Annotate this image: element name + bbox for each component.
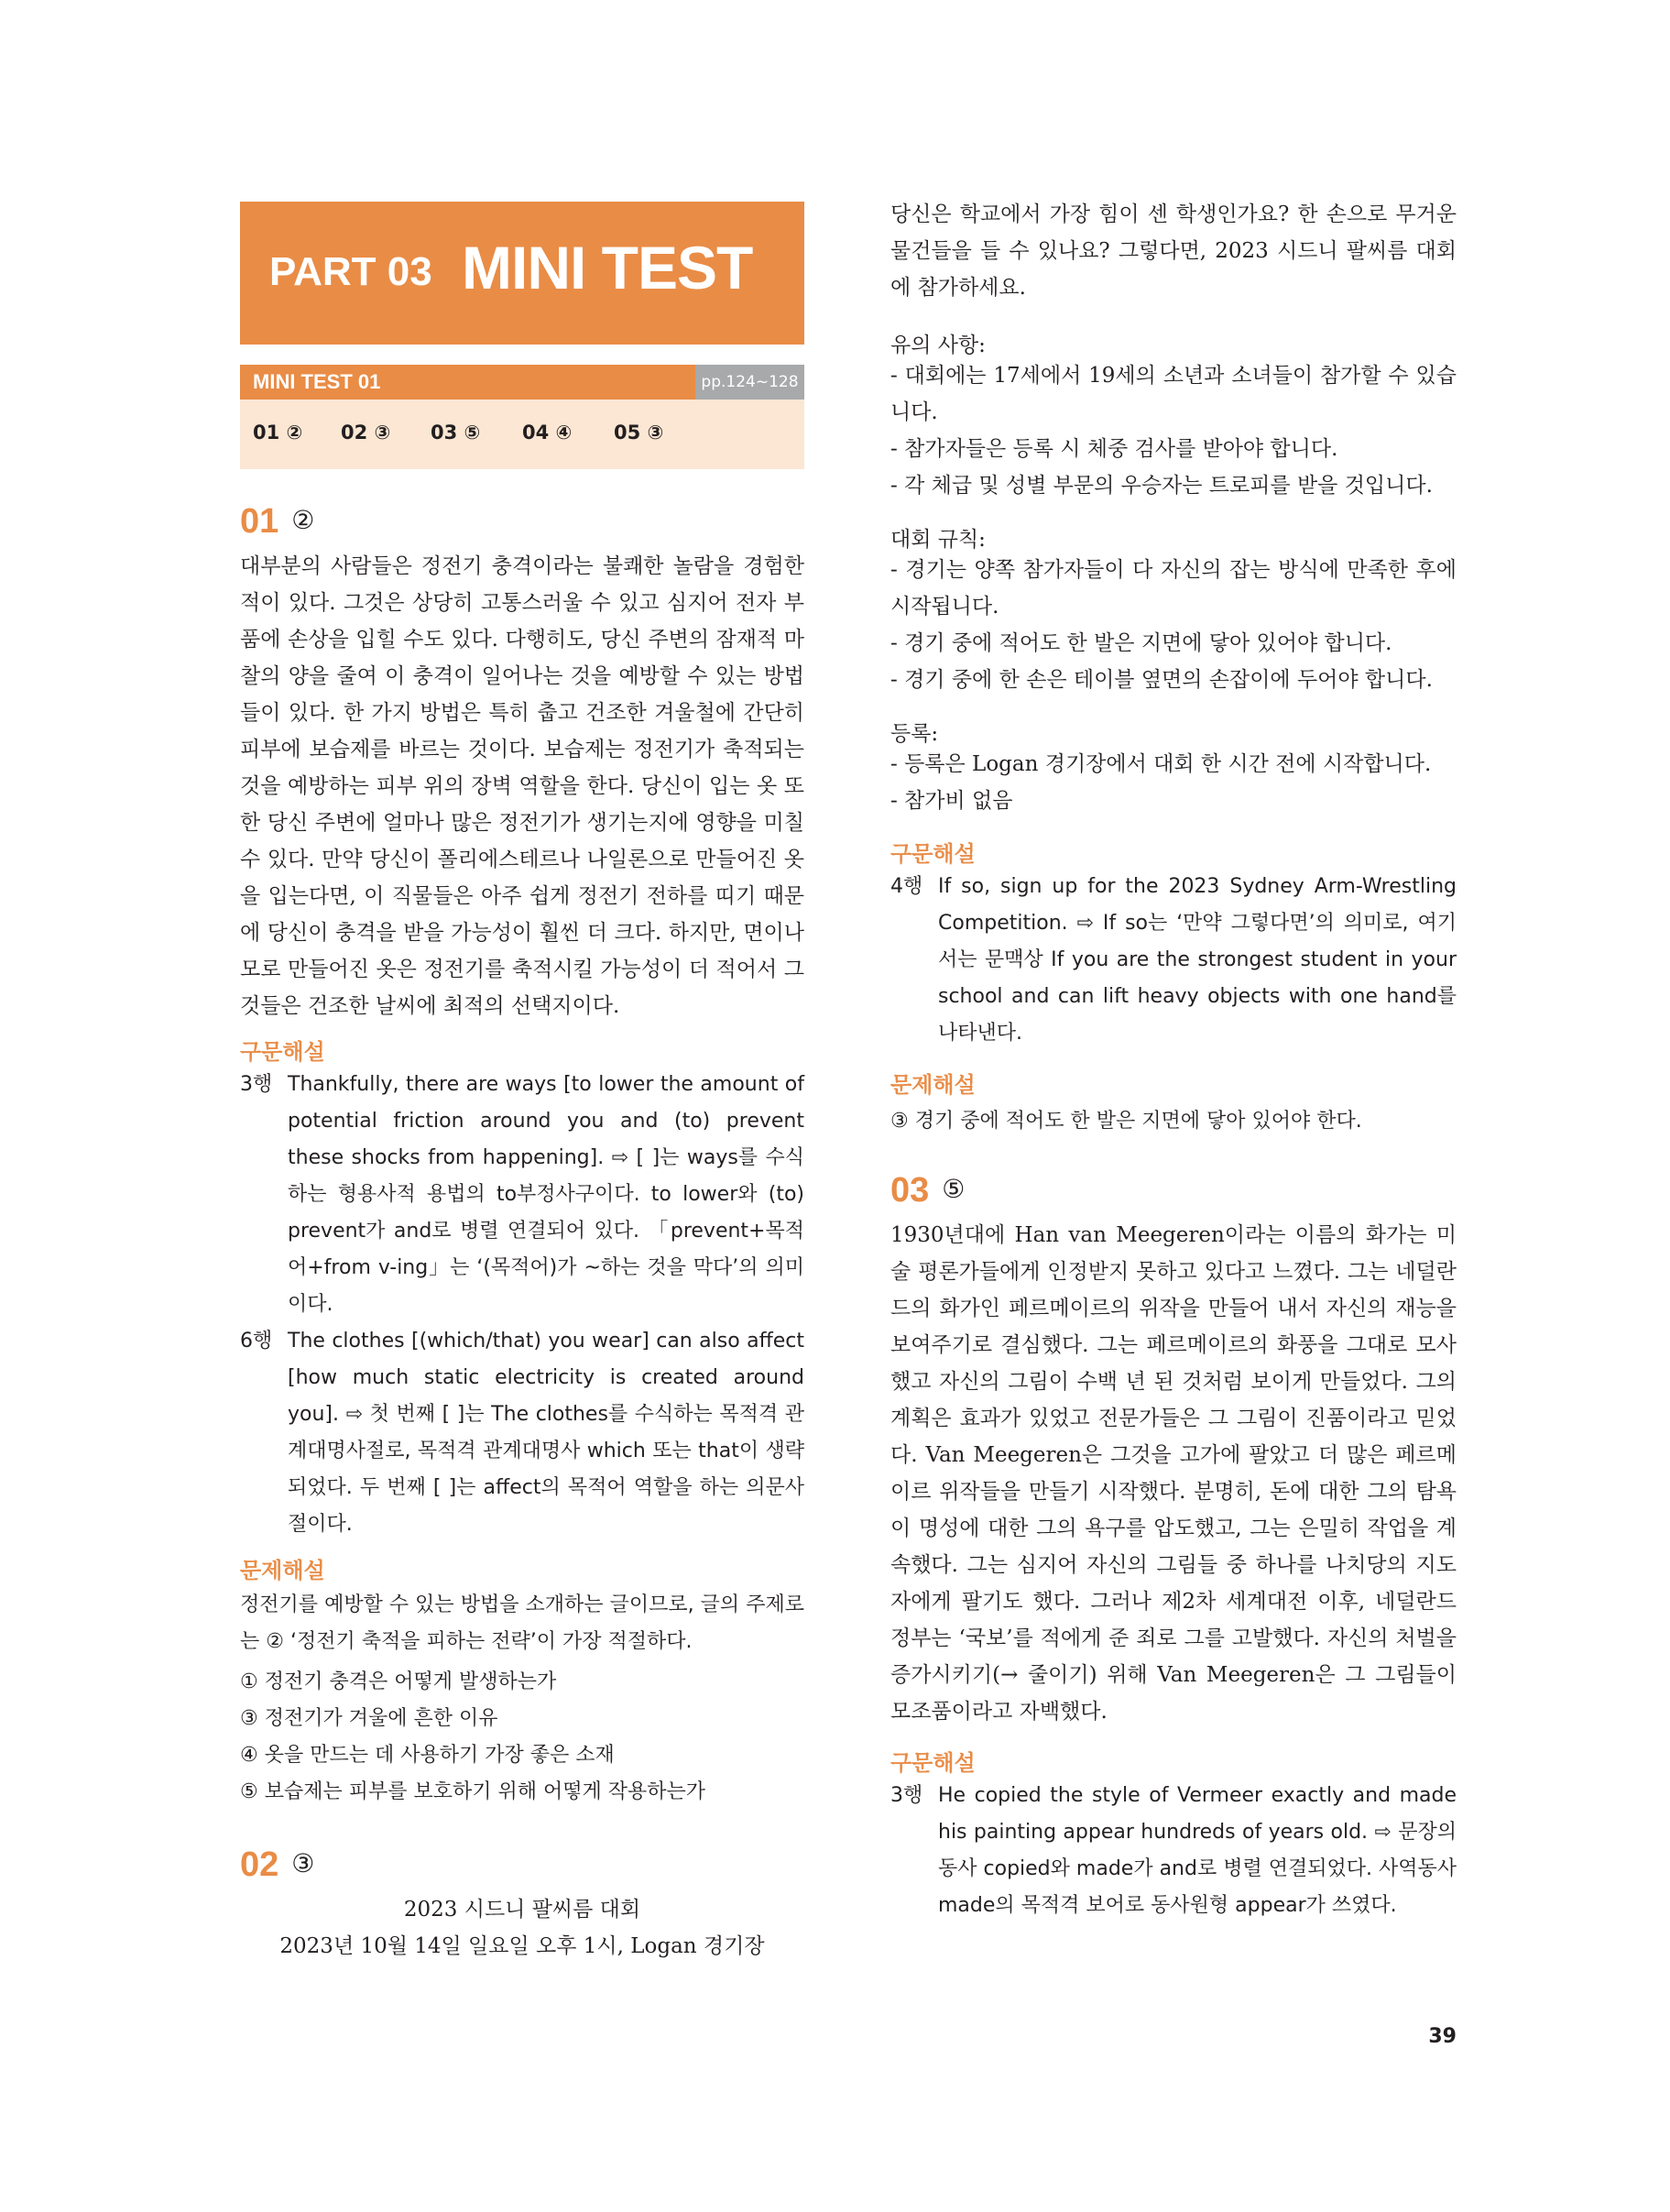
syntax-note [240,1323,804,1543]
minitest-label: MINI TEST 01 [240,365,695,400]
answer-key-item: 04 ④ [522,422,573,443]
line-ref: 3행 [240,1073,273,1096]
rules-item: - 경기 중에 적어도 한 발은 지면에 닿아 있어야 합니다. [890,631,1392,655]
syntax-text: If so, sign up for the 2023 Sydney Arm-Wrestling Competition. ⇨ If so는 ‘만약 그렇다면’의 의미로, 여기서는 문맥상 If you are the strongest student in your school and can lift heavy objects with one hand를 나타낸다. [938,875,1457,1045]
question-number: 03 [890,1171,930,1210]
answer-key-item: 01 ② [253,422,303,443]
minitest-bar [240,365,804,400]
event-intro: 당신은 학교에서 가장 힘이 센 학생인가요? 한 손으로 무거운 물건들을 들 수 있나요? 그렇다면, 2023 시드니 팔씨름 대회에 참가하세요. [890,203,1457,300]
option-item: ① 정전기 충격은 어떻게 발생하는가 [240,1670,557,1693]
rules-item: - 경기 중에 한 손은 테이블 옆면의 손잡이에 두어야 합니다. [890,668,1433,692]
notes-item: - 대회에는 17세에서 19세의 소년과 소녀들이 참가할 수 있습니다. [890,364,1457,424]
question-heading [240,1845,314,1885]
passage-translation: 1930년대에 Han van Meegeren이라는 이름의 화가는 미술 평론가들에게 인정받지 못하고 있다고 느꼈다. 그는 네덜란드의 화가인 페르메이르의 위작을 만들어 내서 자신의 재능을 보여주기로 결심했다. 그는 페르메이르의 화풍을 그대로 모사했고 자신의 그림이 수백 년 된 것처럼 보이게 만들었다. 그의 계획은 효과가 있었고 전문가들은 그 그림이 진품이라고 믿었다. Van Meegeren은 그것을 고가에 팔았고 더 많은 페르메이르 위작들을 만들기 시작했다. 분명히, 돈에 대한 그의 탐욕이 명성에 대한 그의 욕구를 압도했고, 그는 은밀히 작업을 계속했다. 그는 심지어 자신의 그림들 중 하나를 나치당의 지도자에게 팔기도 했다. 그러나 제2차 세계대전 이후, 네덜란드 정부는 ‘국보’를 적에게 준 죄로 그를 고발했다. 자신의 처벌을 증가시키기(→ 줄이기) 위해 Van Meegeren은 그 그림들이 모조품이라고 자백했다. [890,1223,1457,1724]
line-ref: 6행 [240,1330,273,1352]
answer-key-item: 05 ③ [614,422,664,443]
question-answer: ② [291,506,315,534]
question-number: 01 [240,502,279,541]
event-date: 2023년 10월 14일 일요일 오후 1시, Logan 경기장 [279,1934,765,1958]
problem-heading: 문제해설 [240,1558,325,1583]
line-ref: 4행 [890,875,923,898]
question-number: 02 [240,1845,279,1884]
line-ref: 3행 [890,1784,923,1807]
question-answer: ⑤ [942,1175,966,1203]
passage-translation: 대부분의 사람들은 정전기 충격이라는 불쾌한 놀람을 경험한 적이 있다. 그것은 상당히 고통스러울 수 있고 심지어 전자 부품에 손상을 입힐 수도 있다. 다행히도, 당신 주변의 잠재적 마찰의 양을 줄여 이 충격이 일어나는 것을 예방할 수 있는 방법들이 있다. 한 가지 방법은 특히 춥고 건조한 겨울철에 간단히 피부에 보습제를 바르는 것이다. 보습제는 정전기가 축적되는 것을 예방하는 피부 위의 장벽 역할을 한다. 당신이 입는 옷 또한 당신 주변에 얼마나 많은 정전기가 생기는지에 영향을 미칠 수 있다. 만약 당신이 폴리에스테르나 나일론으로 만들어진 옷을 입는다면, 이 직물들은 아주 쉽게 정전기 전하를 띠기 때문에 당신이 충격을 받을 가능성이 훨씬 더 크다. 하지만, 면이나 모로 만들어진 옷은 정전기를 축적시킬 가능성이 더 적어서 그것들은 건조한 날씨에 최적의 선택지이다. [240,554,804,1018]
problem-explanation: ③ 경기 중에 적어도 한 발은 지면에 닿아 있어야 한다. [890,1110,1362,1133]
part-label: PART 03 [269,249,432,294]
question-answer: ③ [291,1849,315,1878]
problem-explanation: 정전기를 예방할 수 있는 방법을 소개하는 글이므로, 글의 주제로는 ② ‘정전기 축적을 피하는 전략’이 가장 적절하다. [240,1593,804,1653]
syntax-note [240,1067,804,1323]
syntax-heading: 구문해설 [890,1750,976,1776]
rules-item: - 경기는 양쪽 참가자들이 다 자신의 잡는 방식에 만족한 후에 시작됩니다. [890,558,1457,619]
part-banner [240,202,804,345]
registration-item: - 등록은 Logan 경기장에서 대회 한 시간 전에 시작합니다. [890,752,1432,776]
syntax-text: He copied the style of Vermeer exactly and made his painting appear hundreds of years old. ⇨ 문장의 동사 copied와 made가 and로 병렬 연결되었다. 사역동사 made의 목적격 보어로 동사원형 appear가 쓰였다. [938,1784,1457,1917]
problem-heading: 문제해설 [890,1072,976,1098]
registration-heading: 등록: [890,722,939,746]
minitest-pages: pp.124~128 [695,365,804,400]
notes-item: - 참가자들은 등록 시 체중 검사를 받아야 합니다. [890,437,1338,461]
option-item: ③ 정전기가 겨울에 흔한 이유 [240,1707,498,1730]
option-item: ⑤ 보습제는 피부를 보호하기 위해 어떻게 작용하는가 [240,1780,705,1803]
answer-key-item: 03 ⑤ [431,422,481,443]
registration-item: - 참가비 없음 [890,789,1013,813]
question-heading [890,1171,965,1210]
syntax-heading: 구문해설 [890,841,976,867]
page-number: 39 [1428,2025,1457,2048]
question-heading [240,502,314,542]
answer-key-item: 02 ③ [341,422,391,443]
event-title: 2023 시드니 팔씨름 대회 [403,1898,641,1922]
banner-title: MINI TEST [462,234,753,301]
option-item: ④ 옷을 만드는 데 사용하기 가장 좋은 소재 [240,1744,615,1767]
syntax-text: The clothes [(which/that) you wear] can also affect [how much static electricity is created around you]. ⇨ 첫 번째 [ ]는 The clothes를 수식하는 목적격 관계대명사절로, 목적격 관계대명사 which 또는 that이 생략되었다. 두 번째 [ ]는 affect의 목적어 역할을 하는 의문사절이다. [288,1330,804,1536]
rules-heading: 대회 규칙: [890,528,986,552]
answer-key [240,400,804,469]
syntax-note [890,1778,1457,1961]
notes-heading: 유의 사항: [890,334,986,357]
syntax-note [890,869,1457,1052]
syntax-text: Thankfully, there are ways [to lower the amount of potential friction around you and (to) prevent these shocks from happening]. ⇨ [ ]는 ways를 수식하는 형용사적 용법의 to부정사구이다. to lower와 (to) prevent가 and로 병렬 연결되어 있다. 「prevent+목적어+from v-ing」는 ‘(목적어)가 ~하는 것을 막다’의 의미이다. [288,1073,804,1316]
notes-item: - 각 체급 및 성별 부문의 우승자는 트로피를 받을 것입니다. [890,474,1433,498]
syntax-heading: 구문해설 [240,1039,325,1065]
